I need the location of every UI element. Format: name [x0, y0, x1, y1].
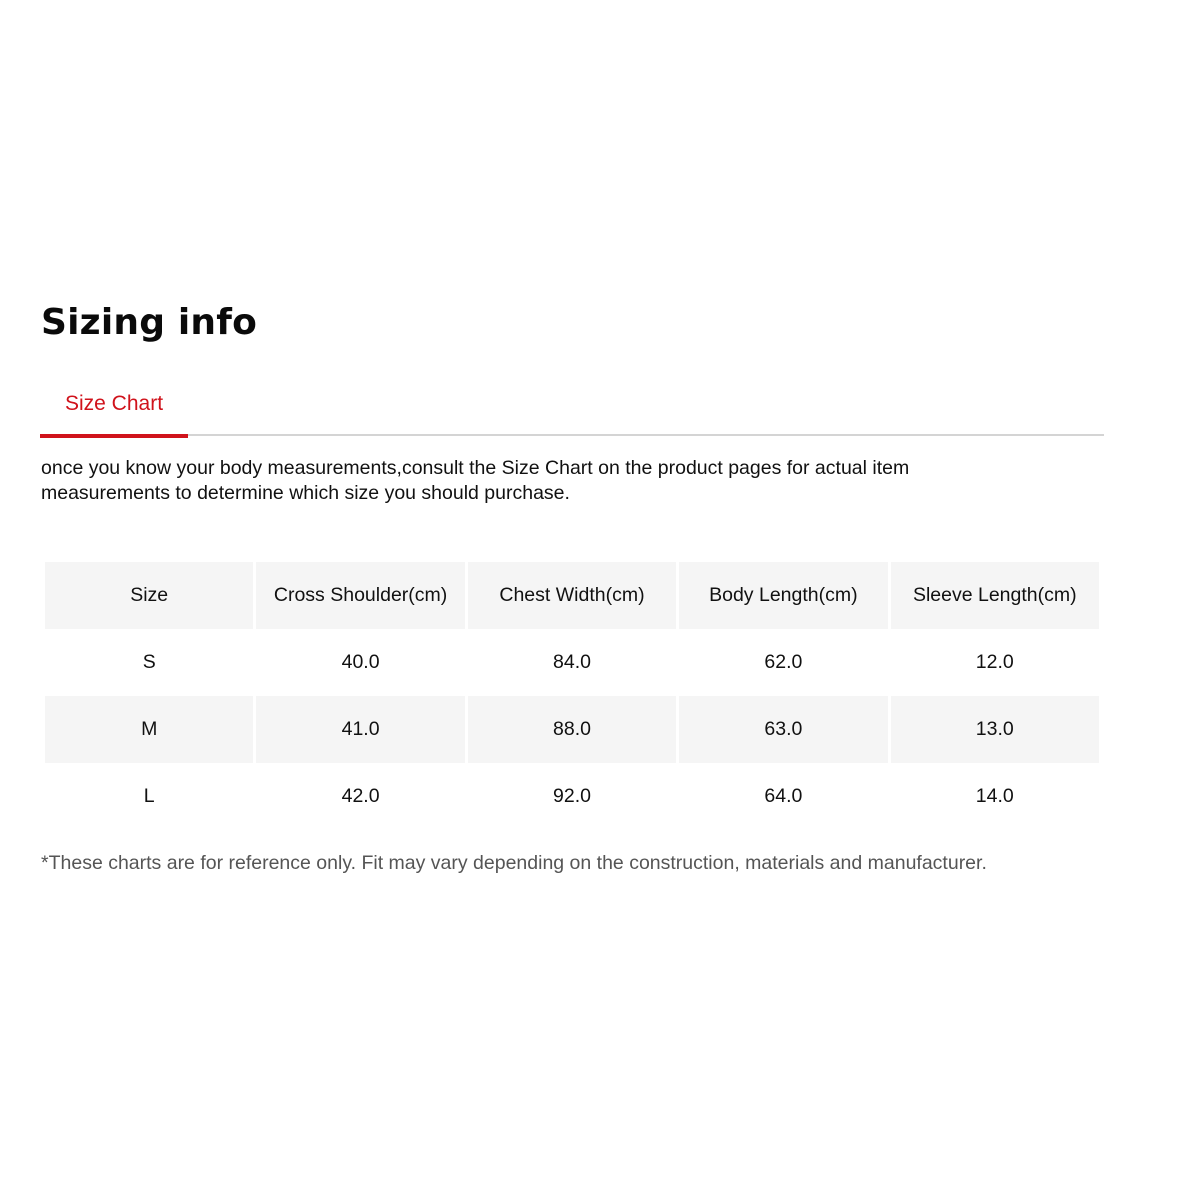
column-header-sleeve-length: Sleeve Length(cm) [891, 562, 1099, 629]
column-header-cross-shoulder: Cross Shoulder(cm) [256, 562, 464, 629]
cell-sleeve-length: 13.0 [891, 696, 1099, 763]
cell-chest-width: 88.0 [468, 696, 676, 763]
cell-cross-shoulder: 41.0 [256, 696, 464, 763]
table-header-row [45, 562, 1099, 629]
tab-size-chart-label: Size Chart [65, 392, 164, 415]
cell-size: S [142, 651, 156, 673]
cell-body-length: 62.0 [764, 651, 803, 673]
cell-size: L [143, 785, 155, 807]
cell-cross-shoulder: 40.0 [341, 651, 380, 673]
column-header-size: Size [45, 562, 253, 629]
cell-cross-shoulder: 42.0 [341, 785, 380, 807]
table-row [45, 763, 1099, 830]
size-table [42, 562, 1102, 830]
active-tab-indicator [40, 434, 188, 438]
table-row [45, 696, 1099, 763]
intro-line-2: measurements to determine which size you should purchase. [41, 482, 570, 504]
cell-size: M [45, 696, 253, 763]
intro-line-1: once you know your body measurements,consult the Size Chart on the product pages for actual item [41, 457, 910, 479]
cell-chest-width: 84.0 [553, 651, 591, 673]
disclaimer-note: *These charts are for reference only. Fit may vary depending on the construction, materials and manufacturer. [41, 852, 987, 874]
intro-text [41, 456, 1041, 506]
column-header-body-length: Body Length(cm) [679, 562, 887, 629]
cell-sleeve-length: 14.0 [975, 785, 1014, 807]
tab-size-chart[interactable] [40, 386, 188, 436]
column-header-chest-width: Chest Width(cm) [468, 562, 676, 629]
cell-sleeve-length: 12.0 [975, 651, 1014, 673]
cell-body-length: 64.0 [764, 785, 803, 807]
cell-chest-width: 92.0 [553, 785, 591, 807]
tab-bar [40, 386, 1104, 436]
table-row [45, 629, 1099, 696]
page-title: Sizing info [41, 302, 258, 343]
cell-body-length: 63.0 [679, 696, 887, 763]
